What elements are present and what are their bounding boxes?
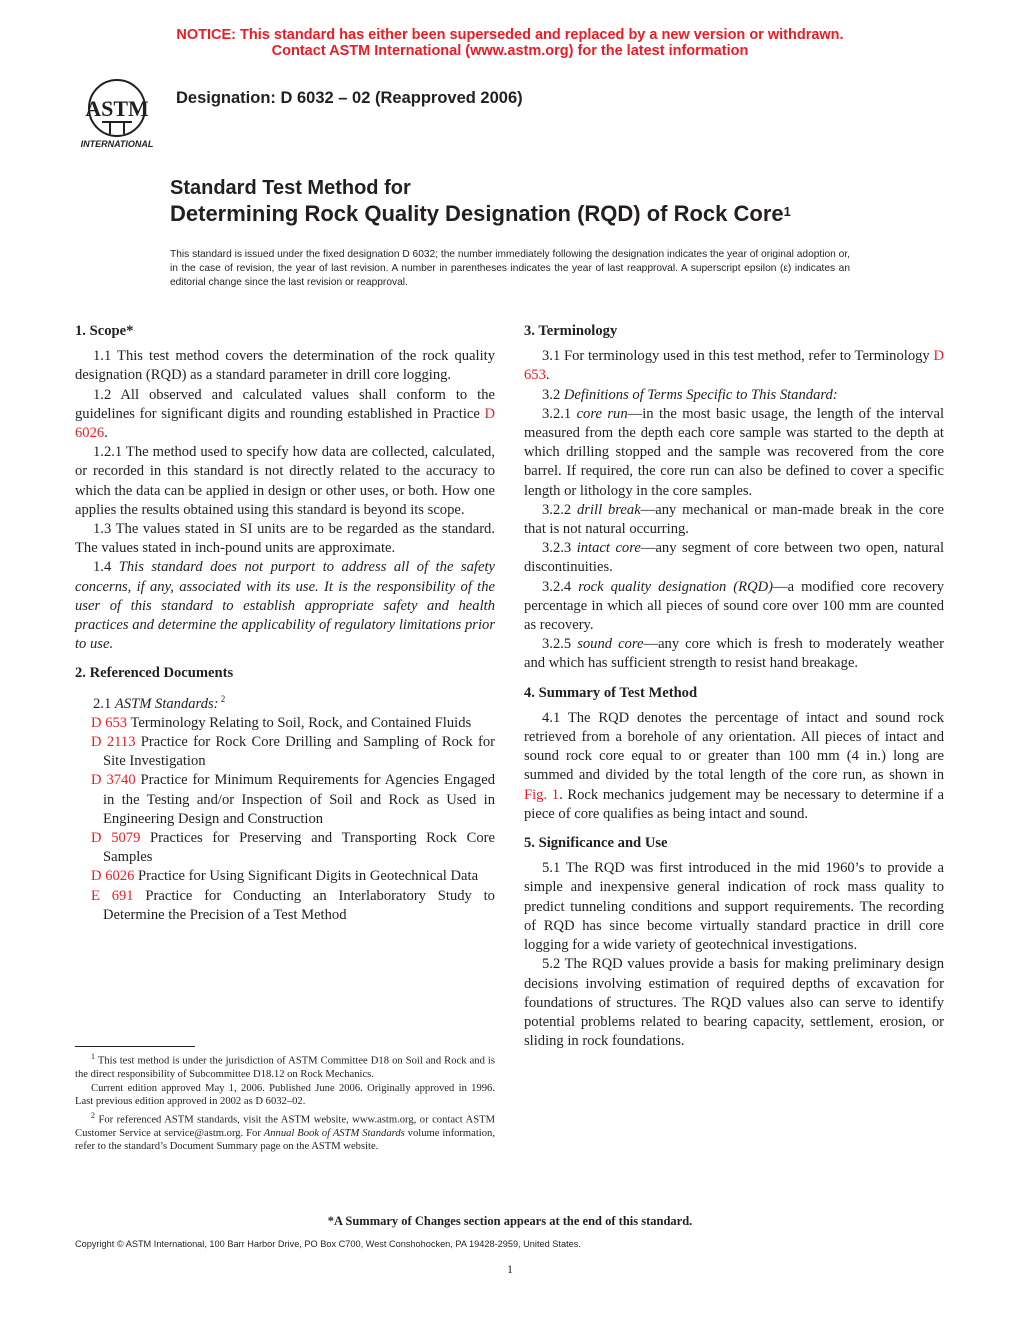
left-column	[75, 322, 495, 925]
reference-code-link[interactable]: D 5079	[91, 829, 141, 846]
logo-label: INTERNATIONAL	[80, 139, 154, 149]
reference-item	[91, 887, 495, 925]
right-column	[524, 322, 944, 1051]
definition-number: 3.2.3	[542, 540, 577, 557]
title-footnote-mark: 1	[783, 204, 791, 219]
reference-code-link[interactable]: D 2113	[91, 733, 136, 750]
supersede-notice	[0, 27, 1020, 59]
significance-heading: 5. Significance and Use	[524, 835, 668, 852]
astm-logo-icon	[72, 78, 162, 150]
reference-item	[91, 733, 495, 771]
para-2-1-label: ASTM Standards:	[114, 695, 219, 712]
footnote-1b: Current edition approved May 1, 2006. Published June 2006. Originally approved in 1996. Last previous edition approved in 2002 as D 6032–02.	[75, 1082, 495, 1108]
reference-title: Practice for Using Significant Digits in Geotechnical Data	[134, 868, 479, 885]
para-5-2: 5.2 The RQD values provide a basis for making preliminary design decisions involving estimation of required depths of excavation for foundations of structures. The RQD values also can serve to identify potential problems related to bearing capacity, settlement, erosion, or sliding in rock foundations.	[524, 956, 944, 1050]
reference-title: Practice for Rock Core Drilling and Sampling of Rock for Site Investigation	[103, 733, 495, 770]
definition-text: —any mechanical or man-made break in the core that is not natural occurring.	[524, 501, 944, 538]
para-3-1-text: 3.1 For terminology used in this test method, refer to Terminology	[542, 348, 934, 365]
para-1-2-end: .	[104, 425, 108, 442]
page-number: 1	[507, 1262, 513, 1276]
definition-text: —a modified core recovery percentage in which all pieces of sound core over 100 mm are counted as recovery.	[524, 578, 945, 634]
reference-code-link[interactable]: D 3740	[91, 772, 136, 789]
definition-term: drill break	[577, 501, 641, 518]
footnote-2-italic: Annual Book of ASTM Standards	[263, 1127, 405, 1139]
para-1-2	[75, 386, 495, 444]
definition-number: 3.2.2	[542, 501, 578, 518]
designation: Designation: D 6032 – 02 (Reapproved 2006)	[176, 89, 523, 107]
footnote-2-end: volume information, refer to the standard’s Document Summary page on the ASTM website.	[75, 1127, 495, 1153]
summary-of-changes-note: *A Summary of Changes section appears at the end of this standard.	[327, 1214, 693, 1228]
para-3-1	[524, 347, 944, 385]
para-3-2	[524, 386, 944, 405]
copyright-line: Copyright © ASTM International, 100 Barr Harbor Drive, PO Box C700, West Conshohocken, PA 19428-2959, United States.	[75, 1239, 581, 1249]
definition-item	[524, 635, 944, 673]
definition-number: 3.2.4	[542, 578, 579, 595]
ref-link-d6026[interactable]: D 6026	[75, 405, 495, 442]
terminology-heading: 3. Terminology	[524, 323, 618, 339]
definition-text: —in the most basic usage, the length of the interval measured from the depth each core sample was started to the depth at which drilling stopped and the sample was recovered from the core barrel. If required, the core run can also be defined to cover a specific length or lithology in the core samples.	[524, 405, 945, 499]
definition-number: 3.2.1	[542, 405, 577, 422]
definition-item	[524, 578, 944, 636]
reference-code-link[interactable]: D 653	[91, 714, 128, 731]
reference-title: Practices for Preserving and Transporting Rock Core Samples	[103, 829, 495, 866]
para-2-1-num: 2.1	[93, 695, 115, 712]
footnote-2	[75, 1109, 495, 1154]
definition-item	[524, 405, 944, 501]
para-2-1	[75, 690, 495, 714]
definitions-list	[524, 405, 944, 674]
definition-term: sound core	[577, 636, 644, 653]
reference-item	[91, 714, 495, 733]
footnote-1-mark: 1	[91, 1052, 95, 1061]
referenced-heading: 2. Referenced Documents	[75, 665, 234, 682]
reference-title: Practice for Conducting an Interlaboratory Study to Determine the Precision of a Test Method	[103, 887, 495, 923]
definition-number: 3.2.5	[542, 636, 578, 653]
para-4-1-text: 4.1 The RQD denotes the percentage of intact and sound rock retrieved from a borehole of any orientation. All pieces of intact and sound rock core equal to or greater than 100 mm (4 in.) long are summed and divided by the total length of the core run, as shown in	[524, 709, 944, 784]
para-1-2-1: 1.2.1 The method used to specify how data are collected, calculated, or recorded in this standard is not directly related to the accuracy to which the data can be applied in design or other uses, or both. How one applies the results obtained using this standard is beyond its scope.	[75, 444, 495, 518]
astm-logo	[72, 78, 162, 150]
reference-code-link[interactable]: E 691	[91, 887, 134, 904]
definition-item	[524, 539, 944, 577]
reference-item	[91, 771, 495, 829]
notice-line-1: NOTICE: This standard has either been superseded and replaced by a new version or withdrawn.	[176, 27, 844, 43]
para-3-2-text: Definitions of Terms Specific to This Standard:	[563, 386, 838, 403]
reference-item	[91, 867, 495, 886]
footnote-2-text: For referenced ASTM standards, visit the ASTM website, www.astm.org, or contact ASTM Customer Service at service@astm.org. For	[75, 1114, 495, 1139]
ref-link-fig1[interactable]: Fig. 1	[524, 786, 560, 803]
para-1-4-num: 1.4	[93, 559, 119, 576]
definition-text: —any core which is fresh to moderately weather and which has sufficient strength to resist hand breakage.	[524, 636, 945, 672]
notice-line-2: Contact ASTM International (www.astm.org) for the latest information	[271, 43, 749, 59]
para-3-1-end: .	[545, 367, 550, 384]
summary-method-heading: 4. Summary of Test Method	[524, 684, 698, 701]
ref-link-d653[interactable]: D 653	[524, 348, 944, 384]
definition-text: —any segment of core between two open, natural discontinuities.	[524, 540, 944, 576]
title-main: Determining Rock Quality Designation (RQD) of Rock Core	[170, 201, 784, 226]
footnote-1-text: This test method is under the jurisdiction of ASTM Committee D18 on Soil and Rock and is the direct responsibility of Subcommittee D18.12 on Rock Mechanics.	[75, 1055, 495, 1081]
footnote-1	[75, 1050, 495, 1082]
para-2-1-mark: 2	[218, 693, 226, 704]
footnotes	[75, 1046, 495, 1154]
definition-term: intact core	[576, 540, 641, 557]
reference-title: Practice for Minimum Requirements for Agencies Engaged in the Testing and/or Inspection of Soil and Rock as Used in Engineering Design and Construction	[103, 772, 495, 827]
para-1-1: 1.1 This test method covers the determination of the rock quality designation (RQD) as a standard parameter in drill core logging.	[75, 348, 495, 384]
reference-item	[91, 829, 495, 867]
para-1-4	[75, 558, 495, 654]
definition-item	[524, 501, 944, 539]
logo-letters: ASTM	[85, 96, 149, 121]
para-4-1	[524, 709, 944, 824]
title-line-1: Standard Test Method for	[170, 177, 411, 199]
reference-title: Terminology Relating to Soil, Rock, and Contained Fluids	[127, 714, 472, 731]
para-5-1: 5.1 The RQD was first introduced in the mid 1960’s to provide a simple and inexpensive general indication of rock mass quality to predict tunneling conditions and support requirements. The recording of RQD has since become virtually standard practice in drill core logging for a wide variety of geotechnical investigations.	[524, 860, 944, 954]
footnote-rule	[75, 1046, 195, 1047]
reference-list	[75, 714, 495, 925]
definition-term: rock quality designation (RQD)	[578, 578, 774, 595]
para-1-3: 1.3 The values stated in SI units are to be regarded as the standard. The values stated in inch-pound units are approximate.	[75, 521, 495, 557]
issued-note: This standard is issued under the fixed designation D 6032; the number immediately following the designation indicates the year of original adoption or, in the case of revision, the year of last revision. A number in parentheses indicates the year of last reapproval. A superscript epsilon (ε) indicates an editorial change since the last revision or reapproval.	[170, 249, 850, 288]
definition-term: core run	[576, 405, 628, 422]
para-3-2-num: 3.2	[542, 386, 564, 403]
reference-code-link[interactable]: D 6026	[91, 868, 135, 885]
para-1-4-text: This standard does not purport to address all of the safety concerns, if any, associated with its use. It is the responsibility of the user of this standard to establish appropriate safety and health practices and determine the applicability of regulatory limitations prior to use.	[75, 559, 495, 653]
para-1-2-text: 1.2 All observed and calculated values shall conform to the guidelines for significant digits and rounding established in Practice	[75, 386, 495, 422]
title-line-2	[170, 200, 791, 228]
scope-heading: 1. Scope*	[75, 323, 134, 339]
document-title	[170, 176, 791, 228]
para-4-1-end: . Rock mechanics judgement may be necessary to determine if a piece of core qualifies as being intact and sound.	[524, 786, 945, 822]
footnote-2-mark: 2	[91, 1110, 95, 1120]
